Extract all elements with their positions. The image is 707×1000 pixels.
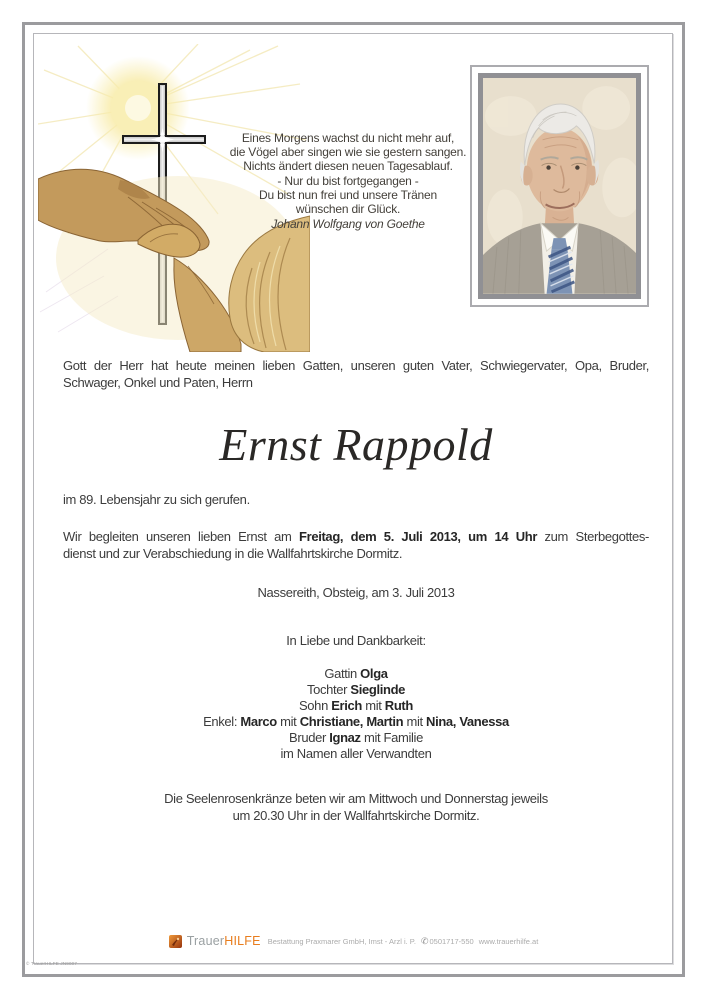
intro-paragraph [63,358,649,391]
rosary-line-2: um 20.30 Uhr in der Wallfahrtskirche Dormitz. [232,807,480,823]
family-line: im Namen aller Verwandten [280,746,432,761]
family-line: Sohn Erich mit Ruth [298,698,413,713]
portrait-photo-frame [470,65,649,307]
sun-core [125,95,151,121]
footer-website: www.trauerhilfe.at [478,936,539,946]
phone-icon: ✆ [420,935,429,946]
rosary-line-1: Die Seelenrosenkränze beten wir am Mittwoch und Donnerstag jeweils [164,791,548,806]
brand-trauer: Trauer [186,934,225,948]
family-list [63,666,649,762]
footer-phone [421,936,474,947]
copyright-small-print: © TrauerHILFE JN9007 [26,961,78,966]
trauerhilfe-logo-icon [169,935,182,948]
poem-line: Nichts ändert diesen neuen Tagesablauf. [243,159,453,174]
footer [0,932,707,950]
poem-author: Johann Wolfgang von Goethe [271,217,425,232]
intro-line-2: Schwager, Onkel und Paten, Herrn [63,374,253,390]
intro-line-1: Gott der Herr hat heute meinen lieben Gatten, unseren guten Vater, Schwiegervater, Opa, Bruder, [63,358,649,373]
family-line: Bruder Ignaz mit Familie [289,730,423,745]
funeral-line-2: dienst und zur Verabschiedung in die Wallfahrtskirche Dormitz. [63,545,403,561]
deceased-name: Ernst Rappold [219,419,493,470]
age-line: im 89. Lebensjahr zu sich gerufen. [63,492,250,507]
family-line: Tochter Sieglinde [306,682,406,697]
poem-line: - Nur du bist fortgegangen - [277,173,419,188]
portrait-illustration-svg [483,78,636,294]
funeral-line-1: Wir begleiten unseren lieben Ernst am Freitag, dem 5. Juli 2013, um 14 Uhr zum Sterbegottes- [63,529,649,544]
brand-hilfe: HILFE [224,934,261,948]
phone-number: 0501717-550 [429,936,474,946]
poem-line: Eines Morgens wachst du nicht mehr auf, [241,131,455,145]
poem-line: Du bist nun frei und unsere Tränen [259,187,437,202]
poem-line: wünschen dir Glück. [295,202,401,217]
memorial-poem [212,131,484,231]
family-line: Gattin Olga [324,666,388,681]
portrait-photo [478,73,641,299]
thanks-heading: In Liebe und Dankbarkeit: [286,633,426,648]
rosary-notice [63,791,649,824]
family-line: Enkel: Marco mit Christiane, Martin mit Nina, Vanessa [203,714,509,729]
place-date-line: Nassereith, Obsteig, am 3. Juli 2013 [257,585,455,600]
poem-line: die Vögel aber singen wie sie gestern sangen. [229,145,467,160]
brand-wordmark [187,934,261,948]
footer-tagline: Bestattung Praxmarer GmbH, Imst - Arzl i. P. [267,936,416,946]
funeral-paragraph [63,529,649,562]
